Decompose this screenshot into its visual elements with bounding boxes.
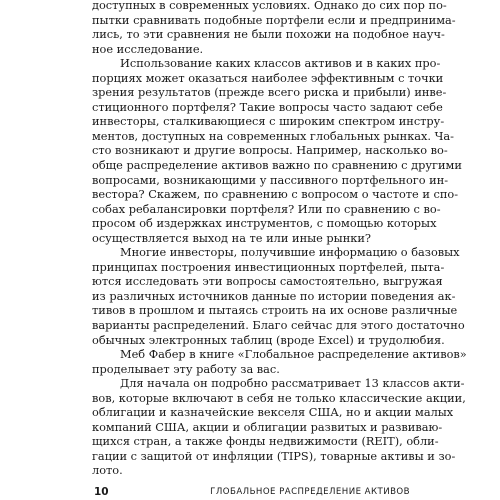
text-line: вопросами, возникающими у пассивного портфельного ин- <box>92 172 449 187</box>
text-line: зрения результатов (прежде всего риска и прибыли) инве- <box>92 85 447 100</box>
text-line: ются исследовать эти вопросы самостоятельно, выгружая <box>92 274 443 289</box>
book-page <box>92 0 467 500</box>
paragraph-first-line: Многие инвесторы, получившие информацию о базовых <box>120 245 460 260</box>
paragraph-last-line: обычных электронных таблиц (вроде Excel) и трудолюбия. <box>92 332 445 347</box>
text-line: из различных источников данные по истории поведения ак- <box>92 288 456 303</box>
paragraph-first-line: Для начала он подробно рассматривает 13 классов акти- <box>120 376 465 391</box>
text-line: тивов в прошлом и пытаясь строить на их основе различные <box>92 303 458 318</box>
text-line: доступных в современных условиях. Однако до сих пор по- <box>92 0 447 12</box>
text-line: вестора? Скажем, по сравнению с вопросом о частоте и спо- <box>92 187 459 202</box>
paragraph-last-line: ное исследование. <box>92 41 204 56</box>
text-line: инвесторы, сталкивающиеся с широким спектром инстру- <box>92 114 445 129</box>
text-line: принципах построения инвестиционных портфелей, пыта- <box>92 259 445 274</box>
text-line: лись, то эти сравнения не были похожи на подобное науч- <box>92 27 445 42</box>
text-line: собах ребалансировки портфеля? Или по сравнению с во- <box>92 201 441 216</box>
text-line: щихся стран, а также фонды недвижимости (REIT), обли- <box>92 434 439 449</box>
text-line: порциях может оказаться наиболее эффективным с точки <box>92 70 444 85</box>
text-line: гации с защитой от инфляции (TIPS), товарные активы и зо- <box>92 448 456 463</box>
text-line: просом об издержках инструментов, с помощью которых <box>92 216 437 231</box>
text-line: пытки сравнивать подобные портфели если и предпринима- <box>92 12 456 27</box>
paragraph-last-line: лото. <box>92 463 123 478</box>
text-line: ментов, доступных на современных глобальных рынках. Ча- <box>92 128 454 143</box>
text-line: сто возникают и другие вопросы. Например, насколько во- <box>92 143 448 158</box>
text-line: облигации и казначейские векселя США, но и акции малых <box>92 405 454 420</box>
paragraph-first-line: Меб Фабер в книге «Глобальное распределение активов» <box>120 347 467 362</box>
page-footer <box>94 485 410 499</box>
text-line: стиционного портфеля? Такие вопросы часто задают себе <box>92 99 443 114</box>
text-line: обще распределение активов важно по сравнению с другими <box>92 158 462 172</box>
text-line: вов, которые включают в себя не только классические акции, <box>92 390 466 405</box>
text-line: варианты распределений. Благо сейчас для этого достаточно <box>92 318 465 332</box>
running-title: ГЛОБАЛЬНОЕ РАСПРЕДЕЛЕНИЕ АКТИВОВ <box>210 487 410 497</box>
paragraph-first-line: Использование каких классов активов и в каких про- <box>120 56 441 71</box>
page-number: 10 <box>94 486 109 498</box>
paragraph-last-line: проделывает эту работу за вас. <box>92 361 280 376</box>
paragraph-last-line: осуществляется выход на те или иные рынки? <box>92 230 371 245</box>
text-line: компаний США, акции и облигации развитых и развиваю- <box>92 419 443 434</box>
